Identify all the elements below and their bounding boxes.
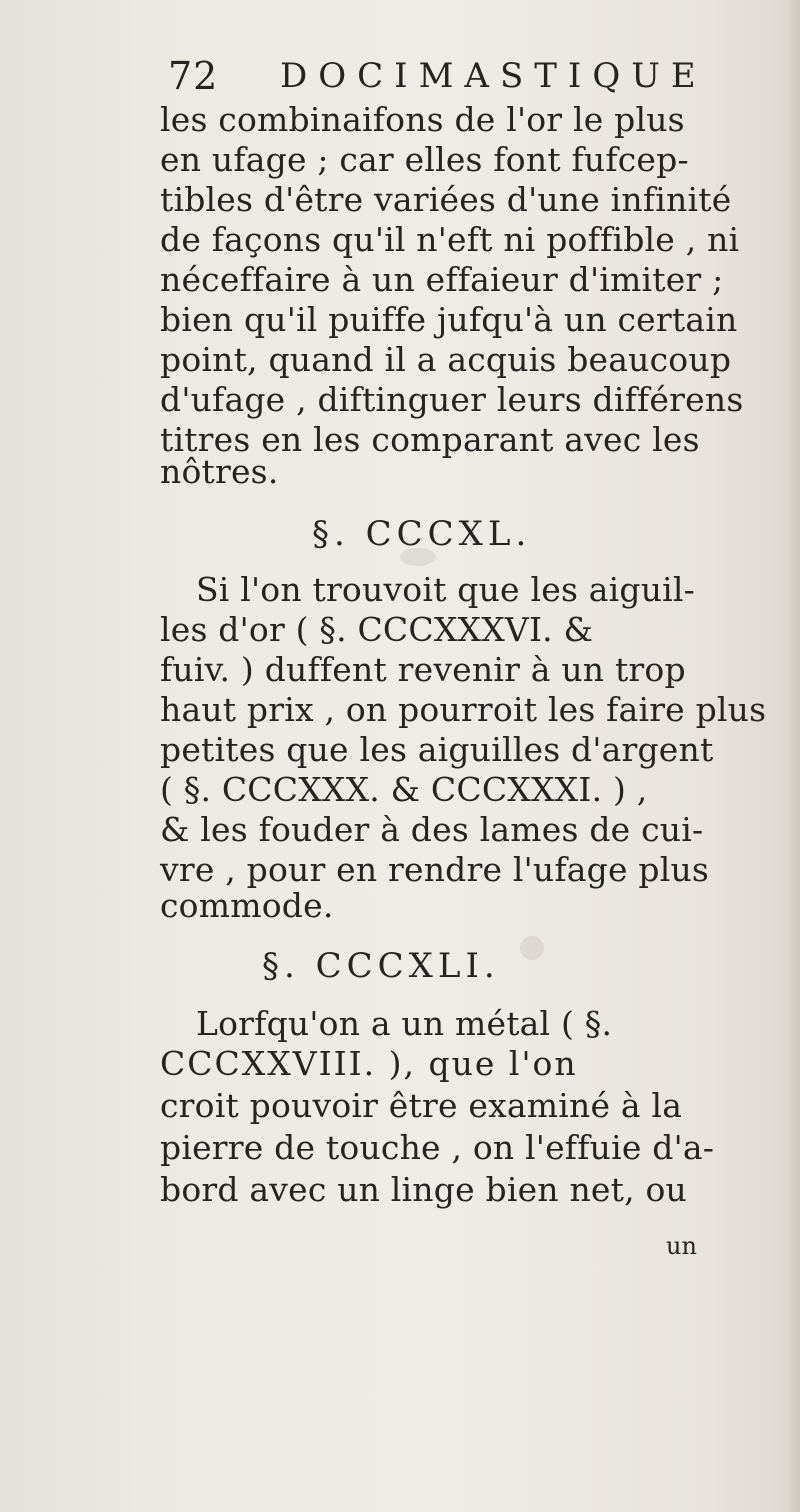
text-line: les d'or ( §. CCCXXXVI. & — [160, 610, 594, 649]
text-line: titres en les comparant avec les — [160, 420, 700, 459]
text-line: fuiv. ) duffent revenir à un trop — [160, 650, 686, 689]
page-edge-shadow — [786, 0, 800, 1512]
text-line: vre , pour en rendre l'ufage plus — [160, 850, 710, 889]
catchword: un — [666, 1232, 697, 1260]
foxing-spot — [520, 936, 544, 960]
text-line: ( §. CCCXXX. & CCCXXXI. ) , — [160, 770, 648, 809]
text-line: pierre de touche , on l'effuie d'a- — [160, 1128, 715, 1167]
text-line: tibles d'être variées d'une infinité — [160, 180, 732, 219]
text-line: d'ufage , diftinguer leurs différens — [160, 380, 744, 419]
text-line: croit pouvoir être examiné à la — [160, 1086, 683, 1125]
text-line: & les fouder à des lames de cui- — [160, 810, 704, 849]
text-line: de façons qu'il n'eft ni poffible , ni — [160, 220, 740, 259]
page-header — [168, 50, 768, 98]
section-heading-cccxli: §. CCCXLI. — [262, 946, 500, 986]
text-line: point, quand il a acquis beaucoup — [160, 340, 732, 379]
text-line: nôtres. — [160, 452, 279, 491]
text-line: bien qu'il puiffe jufqu'à un certain — [160, 300, 738, 339]
page-number: 72 — [168, 54, 219, 98]
text-line: petites que les aiguilles d'argent — [160, 730, 714, 769]
text-line: bord avec un linge bien net, ou — [160, 1170, 687, 1209]
text-line: commode. — [160, 886, 334, 925]
text-line: en ufage ; car elles font fufcep- — [160, 140, 689, 179]
text-line: les combinaifons de l'or le plus — [160, 100, 685, 139]
text-line: Si l'on trouvoit que les aiguil- — [196, 570, 696, 609]
section-heading-cccxl: §. CCCXL. — [312, 514, 532, 554]
text-line: haut prix , on pourroit les faire plus — [160, 690, 767, 729]
text-line: néceffaire à un effaieur d'imiter ; — [160, 260, 724, 299]
text-line: CCCXXVIII. ), que l'on — [160, 1044, 578, 1083]
text-line: Lorfqu'on a un métal ( §. — [196, 1004, 613, 1043]
running-title: DOCIMASTIQUE — [280, 56, 707, 96]
